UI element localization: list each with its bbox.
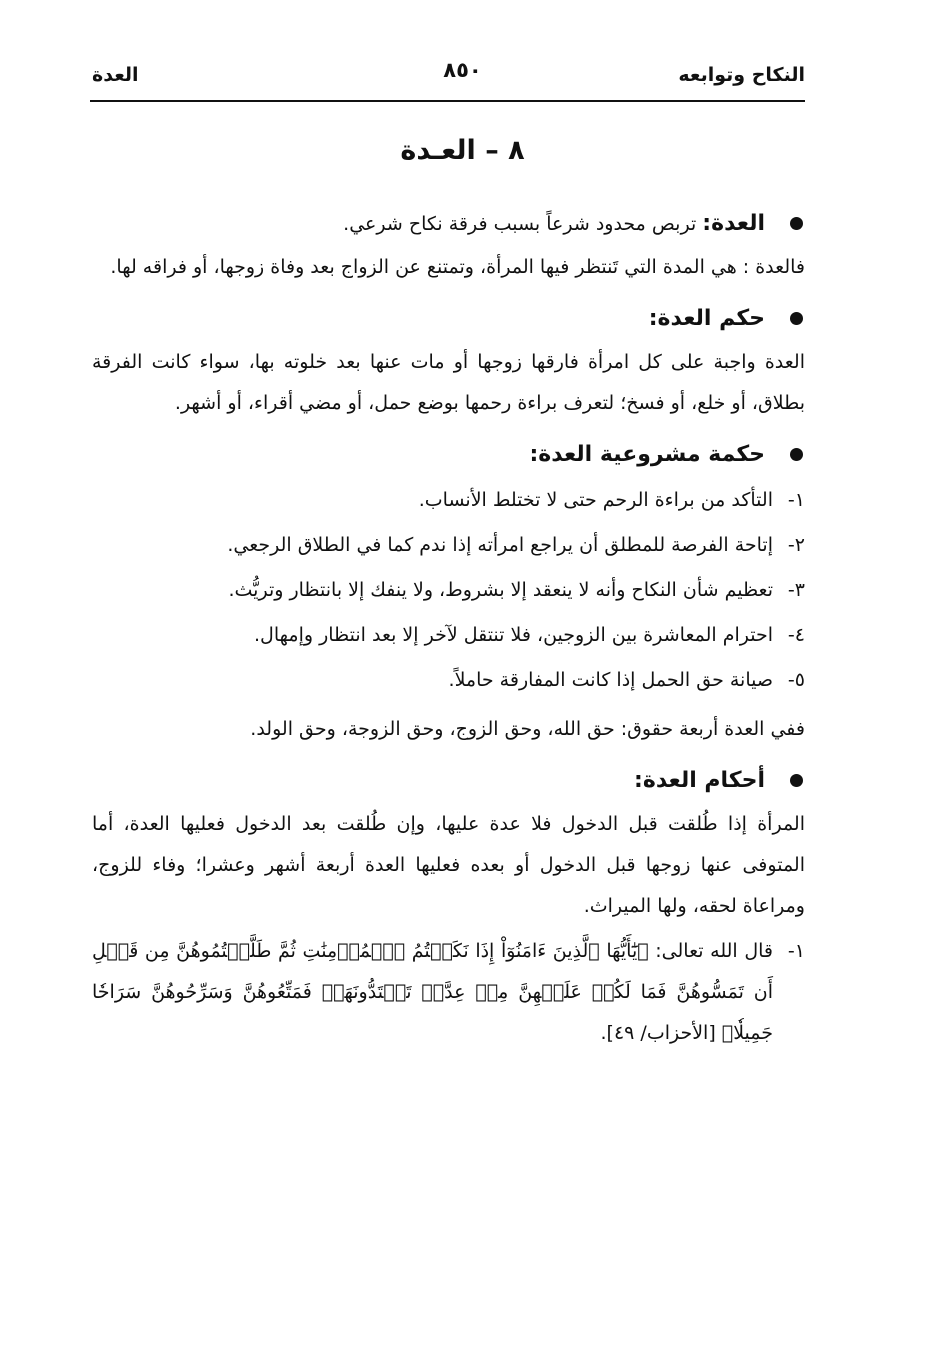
- list-item-text: التأكد من براءة الرحم حتى لا تختلط الأنساب.: [418, 489, 773, 511]
- section-ruling: [92, 298, 805, 424]
- rules-paragraph: المرأة إذا طُلقت قبل الدخول فلا عدة عليها، وإن طُلقت بعد الدخول فعليها العدة، أما المتوفى عنها زوجها قبل الدخول أو بعده فعليها العدة أربعة أشهر وعشرا؛ وفاء للزوج، ومراعاة لحقه، ولها الميراث.: [92, 813, 805, 917]
- bullet-icon: [790, 217, 803, 230]
- list-item: [92, 480, 805, 521]
- rights-summary: ففي العدة أربعة حقوق: حق الله، وحق الزوج، وحق الزوجة، وحق الولد.: [250, 718, 805, 740]
- definition-label: العدة:: [702, 211, 765, 236]
- verse-reference: [الأحزاب/ ٤٩].: [600, 1022, 722, 1044]
- page-number: ٨٥٠: [443, 58, 482, 82]
- list-item-text: احترام المعاشرة بين الزوجين، فلا تنتقل لآخر إلا بعد انتظار وإمهال.: [254, 624, 773, 646]
- list-item-number: ١-: [787, 940, 805, 962]
- list-item-number: ٢-: [787, 534, 805, 556]
- bullet-icon: [790, 448, 803, 461]
- definition-text: تربص محدود شرعاً بسبب فرقة نكاح شرعي.: [343, 213, 703, 235]
- list-item-number: ٥-: [787, 669, 805, 691]
- definition-bullet: [92, 203, 805, 245]
- page-body: [92, 195, 805, 1064]
- bullet-icon: [790, 774, 803, 787]
- running-header-section: العدة: [92, 64, 139, 86]
- header-rule: [90, 100, 805, 102]
- quran-verse: ﴿يَٰٓأَيُّهَا ٱلَّذِينَ ءَامَنُوٓاْ إِذَا نَكَحۡتُمُ ٱلۡمُؤۡمِنَٰتِ ثُمَّ طَلَّقۡتُمُوهُنَّ مِن قَبۡلِ أَن تَمَسُّوهُنَّ فَمَا لَكُمۡ عَلَيۡهِنَّ مِنۡ عِدَّةٖ تَعۡتَدُّونَهَاۖ فَمَتِّعُوهُنَّ وَسَرِّحُوهُنَّ سَرَاحٗا جَمِيلٗا﴾: [92, 940, 773, 1044]
- chapter-title: ٨ – العـدة: [400, 135, 525, 166]
- list-item-number: ٣-: [787, 579, 805, 601]
- list-item: [92, 931, 805, 1054]
- ruling-heading: حكم العدة:: [92, 298, 805, 340]
- list-item: [92, 660, 805, 701]
- running-header-book-title: النكاح وتوابعه: [678, 64, 805, 86]
- list-item-number: ٤-: [787, 624, 805, 646]
- list-item-text: تعظيم شأن النكاح وأنه لا ينعقد إلا بشروط، ولا ينفك إلا بانتظار وتريُّث.: [228, 579, 773, 601]
- list-item-text: إتاحة الفرصة للمطلق أن يراجع امرأته إذا ندم كما في الطلاق الرجعي.: [227, 534, 773, 556]
- list-item-number: ١-: [787, 489, 805, 511]
- list-item: [92, 570, 805, 611]
- list-item-text: صيانة حق الحمل إذا كانت المفارقة حاملاً.: [448, 669, 773, 691]
- wisdom-heading: حكمة مشروعية العدة:: [92, 434, 805, 476]
- ruling-paragraph: العدة واجبة على كل امرأة فارقها زوجها أو مات عنها بعد خلوته بها، سواء كانت الفرقة بطلاق، أو خلع، أو فسخ؛ لتعرف براءة رحمها بوضع حمل، أو مضي أقراء، أو أشهر.: [92, 351, 805, 414]
- rules-heading: أحكام العدة:: [92, 760, 805, 802]
- verse-intro: قال الله تعالى:: [648, 940, 774, 962]
- list-item: [92, 525, 805, 566]
- definition-paragraph: فالعدة : هي المدة التي تَنتظر فيها المرأة، وتمتنع عن الزواج بعد وفاة زوجها، أو فراقه لها.: [110, 256, 805, 278]
- section-rules: [92, 760, 805, 1054]
- bullet-icon: [790, 312, 803, 325]
- list-item: [92, 615, 805, 656]
- section-definition: [92, 203, 805, 288]
- section-wisdom: [92, 434, 805, 750]
